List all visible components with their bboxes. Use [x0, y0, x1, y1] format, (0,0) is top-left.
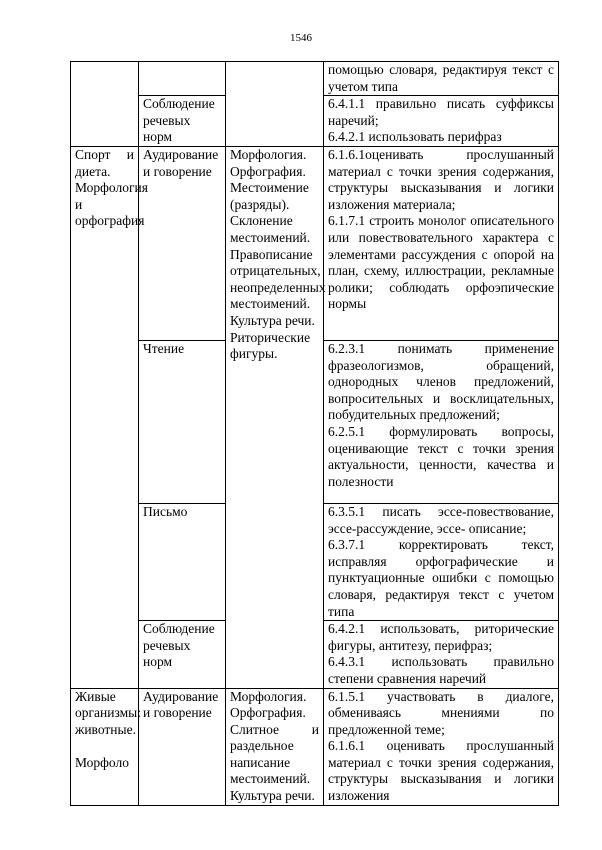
objectives-lines	[328, 689, 554, 805]
content-cell: Морфология. Орфография. Местоимение (разряды). Склонение местоимений. Правописание отрицательных, неопределенных местоимений. Культура речи. Риторические фигуры.	[226, 146, 324, 688]
text-line: 6.2.5.1 формулировать вопросы, оценивающие текст с точки зрения актуальности, ценности, качества и полезности	[328, 423, 554, 489]
text-line: 6.4.3.1 использовать правильно степени сравнения наречий	[328, 654, 554, 686]
text-line: 6.1.6.1 оценивать прослушанный материал с точки зрения содержания, структуры высказывания и логики изложения	[328, 738, 554, 804]
text-line: 6.4.1.1 правильно писать суффиксы наречий;	[328, 96, 554, 128]
skill-cell: Аудирование и говорение	[139, 146, 226, 340]
curriculum-table	[70, 61, 559, 806]
table-row	[71, 62, 559, 96]
text-line: Морфоло	[75, 754, 129, 770]
theme-cell	[71, 688, 139, 805]
text-line: 6.3.7.1 корректировать текст, исправляя орфографические и пунктуационные ошибки с помощью словаря, редактируя текст с учетом типа	[328, 537, 554, 619]
objectives-cell	[324, 503, 559, 620]
table-row	[71, 146, 559, 340]
objectives-lines	[328, 504, 554, 620]
text-line: 6.2.3.1 понимать применение фразеологизмов, обращений, однородных членов предложений, вопросительных и восклицательных, побудительных предложений;	[328, 340, 554, 423]
theme-cell-empty	[71, 62, 139, 147]
text-line: 6.1.5.1 участвовать в диалоге, обмениваясь мнениями по предложенной теме;	[328, 688, 554, 737]
theme-lines	[75, 688, 141, 772]
content-cell-empty	[226, 62, 324, 147]
table-row	[71, 688, 559, 805]
objectives-cell	[324, 688, 559, 805]
text-line: 6.3.5.1 писать эссе-повествование, эссе-рассуждение, эссе- описание;	[328, 503, 554, 536]
skill-cell: Аудирование и говорение	[139, 688, 226, 805]
skill-cell: Соблюдение речевых норм	[139, 96, 226, 147]
objectives-lines	[328, 621, 554, 687]
text-line: 6.1.6.1оценивать прослушанный материал с точки зрения содержания, структуры высказывания и логики изложения материала;	[328, 146, 554, 212]
objectives-lines	[328, 147, 554, 313]
text-line: 6.1.7.1 строить монолог описательного или повествовательного характера с элементами рассуждения с опорой на план, схему, иллюстрации, рекламные ролики; соблюдать орфоэпические нормы	[328, 213, 554, 312]
objectives-lines	[328, 96, 554, 146]
page-number: 1546	[290, 32, 312, 44]
skill-cell: Чтение	[139, 340, 226, 503]
skill-cell: Письмо	[139, 503, 226, 620]
objectives-cell	[324, 146, 559, 340]
objectives-cell: помощью словаря, редактируя текст с учетом типа	[324, 62, 559, 96]
skill-cell: Соблюдение речевых норм	[139, 621, 226, 688]
objectives-lines	[328, 341, 554, 490]
objectives-cell	[324, 340, 559, 503]
theme-cell: Спорт и диета. Морфология и орфография	[71, 146, 139, 688]
content-cell: Морфология. Орфография. Слитное и раздельное написание местоимений. Культура речи.	[226, 688, 324, 805]
text-line	[75, 738, 134, 755]
objectives-cell	[324, 96, 559, 147]
text-line: Живые организмы: животные.	[75, 688, 141, 737]
text-line: 6.4.2.1 использовать, риторические фигуры, антитезу, перифраз;	[328, 621, 554, 653]
objectives-cell	[324, 621, 559, 688]
text-line: 6.4.2.1 использовать перифраз	[328, 129, 502, 145]
skill-cell-empty	[139, 62, 226, 96]
